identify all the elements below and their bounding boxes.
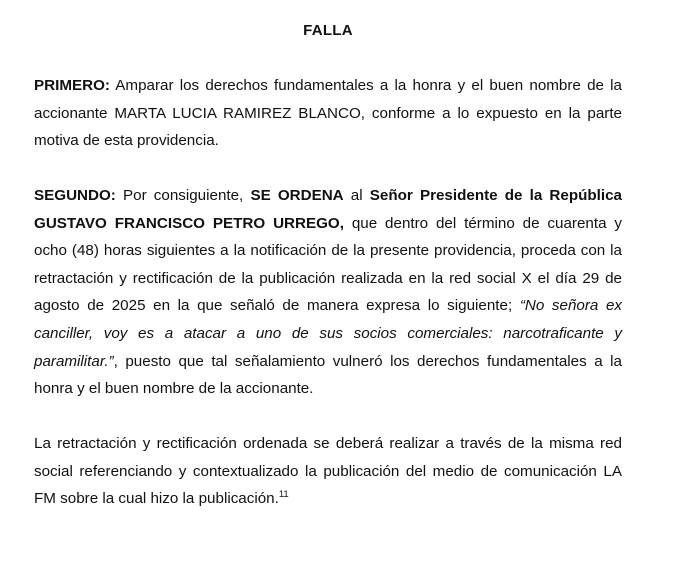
segundo-quote: “No señora ex canciller, voy es a atacar a uno de sus socios comerciales: narcotraficante y paramilitar.”	[34, 297, 623, 370]
document-title: FALLA	[303, 22, 353, 39]
primero-label: PRIMERO:	[34, 77, 110, 94]
paragraph-retractacion	[34, 430, 622, 513]
segundo-text-3: que dentro del término de cuarenta y ocho (48) horas siguientes a la notificación de la presente providencia, proceda con la retractación y rectificación de la publicación realizada en la red social X el día 29 de agosto de 2025 en la que señaló de manera expresa lo siguiente;	[34, 214, 622, 315]
retractacion-text: La retractación y rectificación ordenada se deberá realizar a través de la misma red social referenciando y contextualizado la publicación del medio de comunicación LA FM sobre la cual hizo la publicación.	[34, 435, 622, 508]
segundo-text-4: , puesto que tal señalamiento vulneró los derechos fundamentales a la honra y el buen nombre de la accionante.	[34, 352, 622, 398]
segundo-bold-order: SE ORDENA	[250, 187, 344, 204]
paragraph-primero	[34, 72, 622, 155]
segundo-label: SEGUNDO:	[34, 187, 116, 204]
paragraph-segundo	[34, 182, 622, 403]
footnote-reference[interactable]: 11	[278, 489, 289, 501]
segundo-text-1: Por consiguiente,	[115, 187, 251, 204]
primero-text: Amparar los derechos fundamentales a la honra y el buen nombre de la accionante MARTA LUCIA RAMIREZ BLANCO, conforme a lo expuesto en la parte motiva de esta providencia.	[34, 77, 622, 150]
segundo-bold-addressee: Señor Presidente de la República GUSTAVO FRANCISCO PETRO URREGO,	[34, 187, 623, 232]
segundo-text-2: al	[343, 187, 370, 204]
